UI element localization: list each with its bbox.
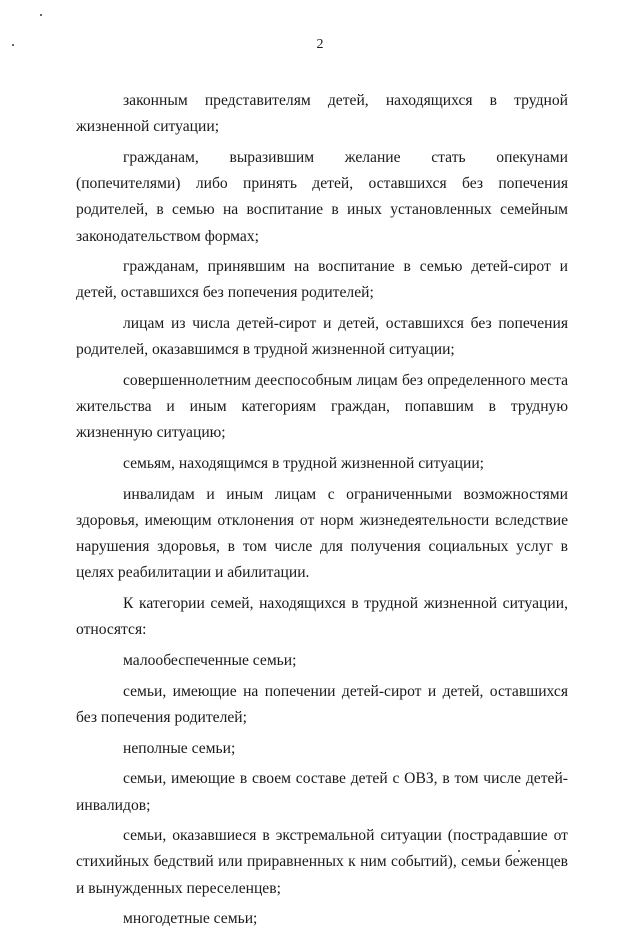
paragraph: семьям, находящимся в трудной жизненной ситуации; (123, 455, 485, 473)
paragraph: семьи, имеющие на попечении детей-сирот и детей, оставшихся без попечения родителей; (76, 682, 568, 726)
paragraph: гражданам, принявшим на воспитание в семью детей-сирот и детей, оставшихся без попечения родителей; (76, 258, 568, 302)
paragraph: К категории семей, находящихся в трудной жизненной ситуации, относятся: (76, 595, 568, 639)
paragraph: малообеспеченные семьи; (123, 652, 297, 670)
paragraph: семьи, имеющие в своем составе детей с ОВЗ, в том числе детей-инвалидов; (76, 770, 568, 814)
page-number: 2 (316, 37, 324, 52)
paragraph: семьи, оказавшиеся в экстремальной ситуации (пострадавшие от стихийных бедствий или приравненных к ним событий), семьи беженцев и вынужденных переселенцев; (76, 827, 568, 897)
paragraph: совершеннолетним дееспособным лицам без определенного места жительства и иным категориям граждан, попавшим в трудную жизненную ситуацию; (76, 372, 568, 442)
paragraph: многодетные семьи; (123, 910, 258, 928)
paragraph: лицам из числа детей-сирот и детей, оставшихся без попечения родителей, оказавшимся в трудной жизненной ситуации; (76, 315, 568, 359)
paragraph: законным представителям детей, находящихся в трудной жизненной ситуации; (76, 92, 568, 136)
paragraph: гражданам, выразившим желание стать опекунами (попечителями) либо принять детей, оставшихся без попечения родителей, в семью на воспитание в иных установленных семейным законодательством формах; (76, 148, 568, 245)
paragraph: инвалидам и иным лицам с ограниченными возможностями здоровья, имеющим отклонения от норм жизнедеятельности вследствие нарушения здоровья, в том числе для получения социальных услуг в целях реабилитации и абилитации. (76, 485, 568, 582)
document-body (76, 88, 568, 937)
paragraph: неполные семьи; (123, 739, 236, 757)
scan-speck (40, 14, 42, 16)
